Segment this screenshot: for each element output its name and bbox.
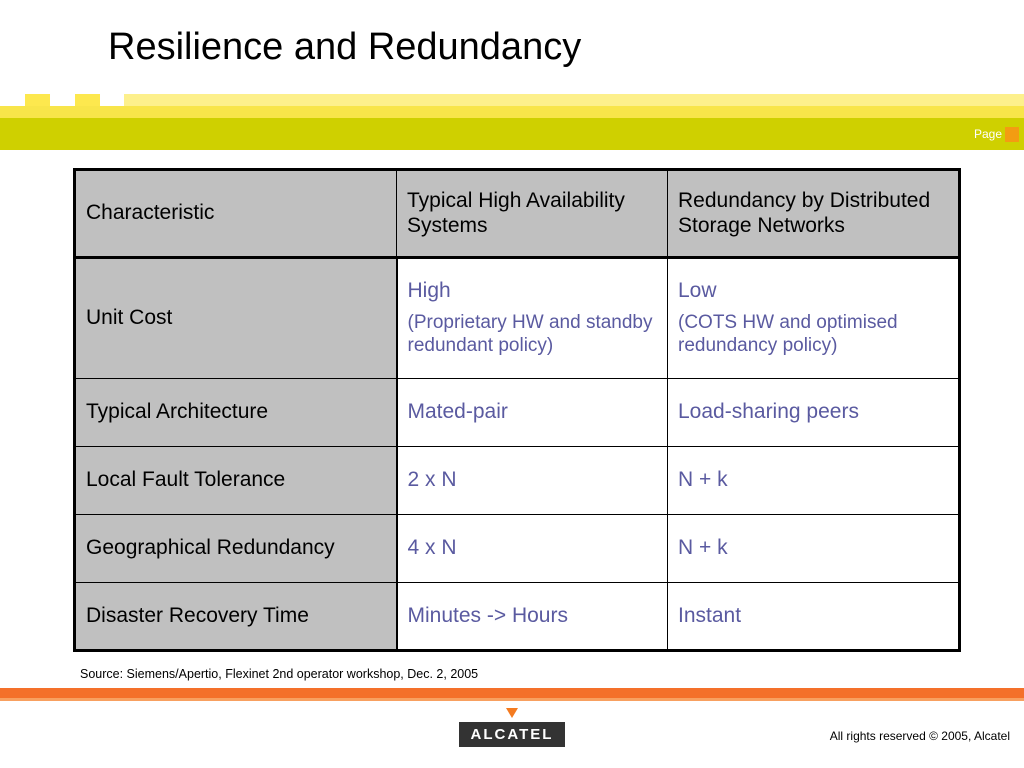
dsn-value: N + k: [668, 447, 960, 515]
dsn-cell: [668, 258, 960, 379]
table-row: [75, 258, 960, 379]
dsn-value: Load-sharing peers: [668, 379, 960, 447]
source-citation: Source: Siemens/Apertio, Flexinet 2nd operator workshop, Dec. 2, 2005: [80, 667, 479, 681]
alcatel-logo: ALCATEL: [459, 722, 565, 747]
ha-note: (Proprietary HW and standby redundant policy): [407, 312, 653, 356]
header-dsn: Redundancy by Distributed Storage Networks: [668, 170, 960, 258]
ha-value: 2 x N: [397, 447, 668, 515]
dsn-note: (COTS HW and optimised redundancy policy): [678, 312, 898, 356]
dsn-value: N + k: [668, 515, 960, 583]
table-row: [75, 447, 960, 515]
dsn-value: Instant: [668, 583, 960, 651]
comparison-table: [73, 168, 961, 652]
logo-arrow-icon: [506, 708, 518, 718]
ha-value: 4 x N: [397, 515, 668, 583]
ha-value: Mated-pair: [397, 379, 668, 447]
dsn-value: Low: [678, 279, 717, 303]
footer-bar: [0, 688, 1024, 698]
table-row: [75, 515, 960, 583]
header-ha-systems: Typical High Availability Systems: [397, 170, 668, 258]
page-number-box: [1005, 127, 1019, 142]
row-characteristic: Local Fault Tolerance: [75, 447, 397, 515]
row-characteristic: Unit Cost: [75, 258, 397, 379]
table-header-row: [75, 170, 960, 258]
row-characteristic: Typical Architecture: [75, 379, 397, 447]
table-row: [75, 379, 960, 447]
ha-value: Minutes -> Hours: [397, 583, 668, 651]
ha-cell: [397, 258, 668, 379]
header-characteristic: Characteristic: [75, 170, 397, 258]
page-label: Page: [973, 127, 1002, 141]
copyright-notice: All rights reserved © 2005, Alcatel: [829, 729, 1010, 743]
slide-title: Resilience and Redundancy: [108, 26, 582, 68]
header-stripe: [0, 106, 1024, 118]
ha-value: High: [407, 279, 451, 303]
table-row: [75, 583, 960, 651]
header-stripe: [124, 94, 1024, 106]
row-characteristic: Disaster Recovery Time: [75, 583, 397, 651]
header-band: [0, 118, 1024, 150]
footer-bar: [0, 698, 1024, 701]
row-characteristic: Geographical Redundancy: [75, 515, 397, 583]
